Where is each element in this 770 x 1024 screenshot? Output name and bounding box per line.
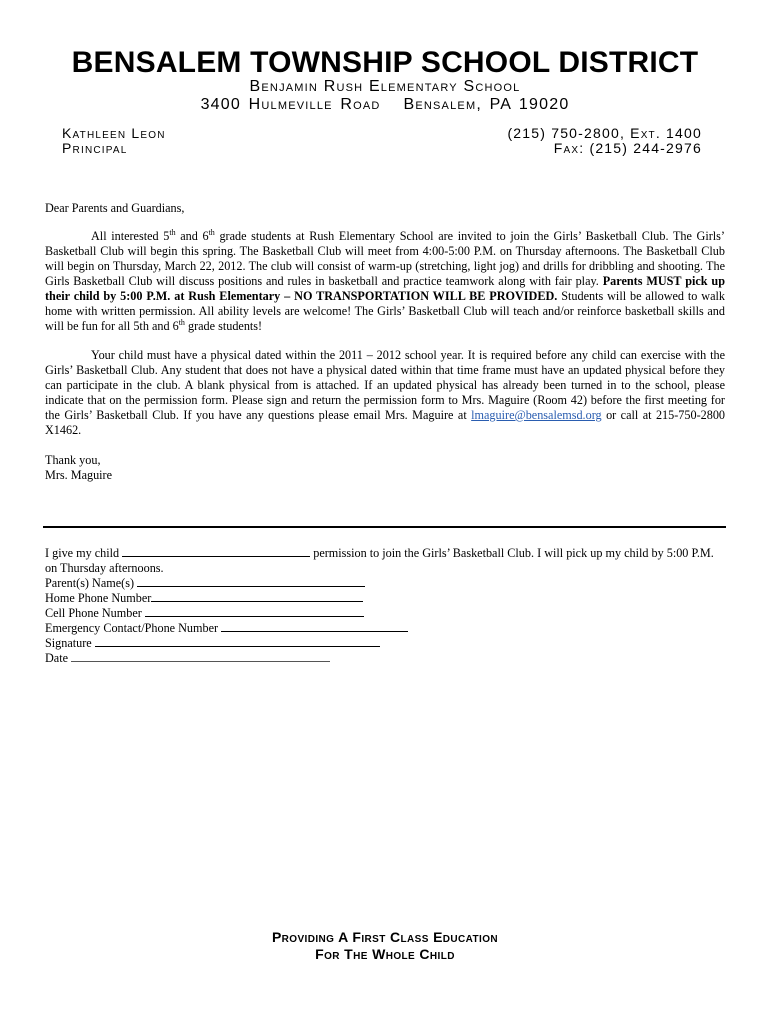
footer-motto-line-1: Providing A First Class Education xyxy=(271,929,499,945)
footer-motto-line-2: For The Whole Child xyxy=(315,946,455,962)
p1-sup-1: th xyxy=(169,227,176,237)
school-name: Benjamin Rush Elementary School xyxy=(249,78,521,95)
signature-row xyxy=(45,635,380,651)
principal-name: Kathleen Leon xyxy=(62,125,166,141)
cell-phone-field[interactable] xyxy=(145,605,364,617)
pickup-warning: Parents MUST pick up their child by 5:00 P.M. at Rush Elementary – NO TRANSPORTATION WILL BE PROVIDED. xyxy=(45,274,725,303)
parents-name-row xyxy=(45,575,365,591)
home-phone-field[interactable] xyxy=(151,590,363,602)
p1-text-e: grade students! xyxy=(184,319,263,333)
p1-text-d: Students will be allowed to walk home with written permission. All ability levels are welcome! The Girls’ Basketball Club will teach and/or reinforce basketball skills and will be fun for all 5th and 6 xyxy=(45,289,725,333)
p1-sup-2: th xyxy=(208,227,215,237)
parents-name-field[interactable] xyxy=(137,575,365,587)
parents-name-label: Parent(s) Name(s) xyxy=(45,576,138,590)
p1-text-b: and 6 xyxy=(175,229,209,243)
district-title: BENSALEM TOWNSHIP SCHOOL DISTRICT xyxy=(71,46,699,79)
paragraph-intro xyxy=(45,229,725,334)
school-address: 3400 Hulmeville Road Bensalem, PA 19020 xyxy=(200,96,570,113)
fax-number: Fax: (215) 244-2976 xyxy=(553,140,702,156)
p2-text-a: Your child must have a physical dated within the 2011 – 2012 school year. It is required before any child can exercise with the Girls’ Basketball Club. Any student that does not have a physical dated within that time frame must have an updated physical before they can participate in the club. A blank physical from is attached. If an updated physical has already been turned in to the school, please indicate that on the permission form. Please sign and return the permission form to Mrs. Maguire (Room 42) before the first meeting for the Girls’ Basketball Club. If you have any questions please email Mrs. Maguire at xyxy=(45,348,725,422)
emergency-contact-row xyxy=(45,620,408,636)
permission-text-a: I give my child xyxy=(45,546,123,560)
closing: Thank you, xyxy=(45,453,101,467)
home-phone-label: Home Phone Number xyxy=(45,591,152,605)
cell-phone-row xyxy=(45,605,364,621)
principal-title: Principal xyxy=(62,140,128,156)
date-row xyxy=(45,650,330,666)
emergency-contact-label: Emergency Contact/Phone Number xyxy=(45,621,222,635)
salutation: Dear Parents and Guardians, xyxy=(45,201,185,215)
home-phone-row xyxy=(45,590,363,606)
p1-sup-3: th xyxy=(178,317,185,327)
signature-label: Signature xyxy=(45,636,95,650)
divider-line xyxy=(43,526,726,528)
signature-field[interactable] xyxy=(95,635,380,647)
cell-phone-label: Cell Phone Number xyxy=(45,606,145,620)
signoff: Mrs. Maguire xyxy=(45,468,113,482)
permission-text-b: permission to join the Girls’ Basketball Club. I will pick up my child by 5:00 P.M. on Thursday afternoons. xyxy=(45,546,714,575)
p1-text-c: grade students at Rush Elementary School are invited to join the Girls’ Basketball Club. The Girls’ Basketball Club will begin this spring. The Basketball Club will meet from 4:00-5:00 P.M. on Thursday afternoons. The Basketball Club will begin on Thursday, March 22, 2012. The club will consist of warm-up (stretching, light jog) and drills for dribbling and shooting. The Girls Basketball Club will discuss positions and rules in basketball and practice teamwork along with fair play. xyxy=(45,229,725,288)
p2-text-b: or call at 215-750-2800 X1462. xyxy=(45,408,726,437)
emergency-contact-field[interactable] xyxy=(221,620,408,632)
date-field[interactable] xyxy=(71,650,330,662)
p1-text-a: All interested 5 xyxy=(91,229,170,243)
email-link[interactable]: lmaguire@bensalemsd.org xyxy=(471,408,602,422)
date-label: Date xyxy=(45,651,72,665)
paragraph-physical xyxy=(45,348,725,438)
phone-number: (215) 750-2800, Ext. 1400 xyxy=(507,125,702,141)
child-name-field[interactable] xyxy=(122,545,310,557)
permission-statement xyxy=(45,545,725,576)
